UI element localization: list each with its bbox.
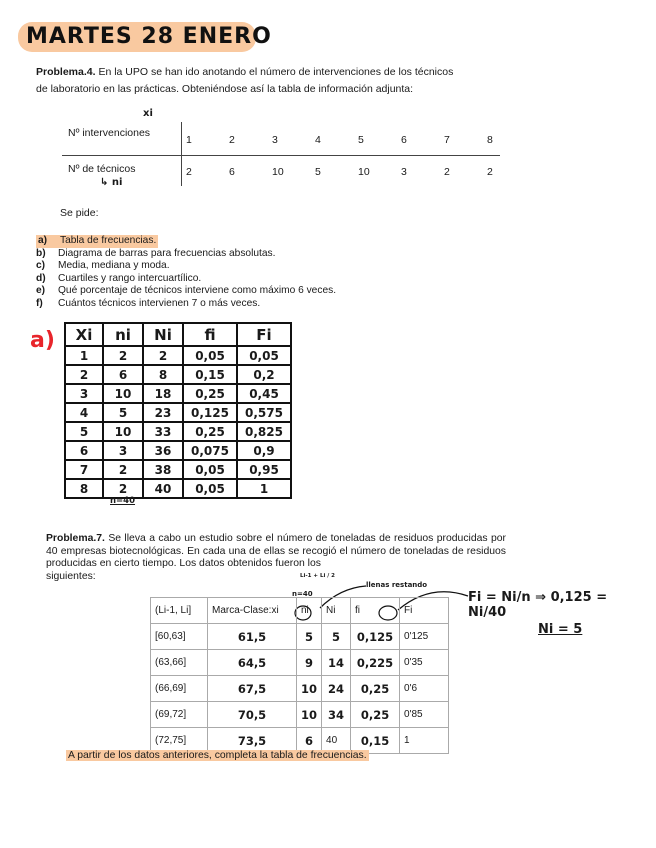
- hand-table-header: Fi: [237, 323, 291, 346]
- technician-value: 3: [401, 166, 407, 178]
- hand-table-cell: 0,575: [237, 403, 291, 422]
- table-horizontal-divider: [62, 155, 500, 156]
- arrow-note: llenas restando: [366, 581, 428, 589]
- table-vertical-divider: [181, 122, 182, 186]
- technician-value: 2: [444, 166, 450, 178]
- hand-table-cell: 1: [65, 346, 103, 365]
- hand-table-cell: 18: [143, 384, 183, 403]
- formula-result: Ni = 5: [538, 622, 583, 637]
- grouped-table-row: [151, 624, 449, 650]
- grouped-table-cell: 14: [322, 650, 351, 676]
- hand-table-cell: 10: [103, 422, 143, 441]
- answer-a-label: a): [30, 328, 55, 353]
- technician-value: 10: [358, 166, 370, 178]
- task-text: Cuántos técnicos intervienen 7 o más veces.: [58, 297, 261, 309]
- hand-table-cell: 0,25: [183, 384, 237, 403]
- grouped-table-cell: 24: [322, 676, 351, 702]
- task-letter: c): [36, 260, 46, 272]
- hand-table-cell: 40: [143, 479, 183, 498]
- task-text: Qué porcentaje de técnicos interviene como máximo 6 veces.: [58, 285, 337, 297]
- intervention-value: 6: [401, 134, 407, 146]
- hand-table-cell: 1: [237, 479, 291, 498]
- task-item: [36, 260, 456, 273]
- grouped-table-cell: (69,72]: [151, 702, 208, 728]
- hand-table-header: Xi: [65, 323, 103, 346]
- hand-table-cell: 0,825: [237, 422, 291, 441]
- grouped-table-cell: 5: [297, 624, 322, 650]
- grouped-table-cell: 0'125: [400, 624, 449, 650]
- hand-table-cell: 6: [103, 365, 143, 384]
- hand-table-row: [65, 403, 291, 422]
- task-text: Diagrama de barras para frecuencias absolutas.: [58, 247, 276, 259]
- hand-table-cell: 3: [103, 441, 143, 460]
- technician-value: 6: [229, 166, 235, 178]
- hand-table-cell: 0,05: [237, 346, 291, 365]
- hand-table-row: [65, 441, 291, 460]
- task-item: [36, 235, 158, 248]
- hand-table-row: [65, 346, 291, 365]
- problem7-footer-text: A partir de los datos anteriores, completa la tabla de frecuencias.: [68, 750, 367, 761]
- grouped-table-cell: 0'85: [400, 702, 449, 728]
- hand-table-row: [65, 365, 291, 384]
- grouped-table-cell: 6: [297, 728, 322, 754]
- hand-table-cell: 0,125: [183, 403, 237, 422]
- hand-table-cell: 23: [143, 403, 183, 422]
- hand-table-cell: 5: [65, 422, 103, 441]
- grouped-table-cell: 10: [297, 702, 322, 728]
- intervention-value: 2: [229, 134, 235, 146]
- problem7-footer: [66, 747, 369, 764]
- hand-table-cell: 6: [65, 441, 103, 460]
- grouped-table-cell: 61,5: [208, 624, 297, 650]
- hand-table-cell: 2: [65, 365, 103, 384]
- grouped-table-cell: (72,75]: [151, 728, 208, 754]
- n-note: n=40: [292, 590, 313, 598]
- grouped-table-header: Ni: [322, 598, 351, 624]
- grouped-table-cell: 5: [322, 624, 351, 650]
- problem7-line1: Se lleva a cabo un estudio sobre el número de toneladas de residuos: [108, 533, 434, 544]
- xi-note: xi: [143, 108, 153, 119]
- problem7-line3: de toneladas de residuos producidas en cierto tiempo. Los datos obtenidos fueron los: [46, 545, 507, 569]
- hand-table-cell: 8: [143, 365, 183, 384]
- page-title: MARTES 28 ENERO: [26, 24, 272, 49]
- hand-table-row: [65, 479, 291, 498]
- hand-table-cell: 33: [143, 422, 183, 441]
- hand-table-cell: 3: [65, 384, 103, 403]
- problem7-line2: producidas por 40 empresas biotecnológicas. En cada una de ellas se recogió el número: [46, 533, 507, 557]
- problem4-heading: Problema.4.: [36, 66, 96, 78]
- grouped-table-cell: 1: [400, 728, 449, 754]
- intervention-value: 3: [272, 134, 278, 146]
- hand-table-cell: 38: [143, 460, 183, 479]
- hand-table-cell: 10: [103, 384, 143, 403]
- grouped-table-cell: 40: [322, 728, 351, 754]
- task-text: Tabla de frecuencias.: [60, 235, 157, 246]
- grouped-table-cell: 73,5: [208, 728, 297, 754]
- intervention-value: 7: [444, 134, 450, 146]
- hand-table-cell: 2: [103, 346, 143, 365]
- grouped-table-row: [151, 676, 449, 702]
- intervention-value: 4: [315, 134, 321, 146]
- hand-table-cell: 0,15: [183, 365, 237, 384]
- task-item: [36, 273, 456, 286]
- grouped-table-cell: 70,5: [208, 702, 297, 728]
- intervention-value: 5: [358, 134, 364, 146]
- technician-values-row: [186, 166, 530, 178]
- problem4-text: [36, 64, 596, 98]
- hand-table-cell: 7: [65, 460, 103, 479]
- problem7-heading: Problema.7.: [46, 533, 105, 544]
- hand-table-cell: 0,05: [183, 346, 237, 365]
- problem4-line2: de laboratorio en las prácticas. Obteniéndose así la tabla de información adjunta:: [36, 83, 414, 95]
- grouped-table-header: (Li-1, Li]: [151, 598, 208, 624]
- hand-table-cell: 0,2: [237, 365, 291, 384]
- grouped-table-header: fi: [351, 598, 400, 624]
- grouped-table-header: ni: [297, 598, 322, 624]
- row1-label: Nº intervenciones: [68, 127, 151, 139]
- se-pide: Se pide:: [60, 207, 99, 219]
- problem4-line1: En la UPO se han ido anotando el número de intervenciones de los técnicos: [98, 66, 454, 78]
- grouped-table-header: Fi: [400, 598, 449, 624]
- hand-table-cell: 0,05: [183, 460, 237, 479]
- grouped-table-cell: 10: [297, 676, 322, 702]
- frequency-table-handwritten: [64, 322, 292, 499]
- grouped-table-cell: 0,25: [351, 702, 400, 728]
- grouped-table-cell: (63,66]: [151, 650, 208, 676]
- hand-table-cell: 0,25: [183, 422, 237, 441]
- grouped-table-cell: 34: [322, 702, 351, 728]
- hand-table-cell: 0,075: [183, 441, 237, 460]
- hand-table-row: [65, 384, 291, 403]
- hand-table-cell: 8: [65, 479, 103, 498]
- grouped-table-cell: 67,5: [208, 676, 297, 702]
- ni-note: ↳ ni: [100, 177, 123, 188]
- grouped-table-cell: 0'35: [400, 650, 449, 676]
- total-n: n=40: [110, 496, 136, 506]
- hand-table-row: [65, 422, 291, 441]
- grouped-frequency-table: [150, 597, 449, 754]
- hand-table-cell: 2: [143, 346, 183, 365]
- task-letter: b): [36, 247, 46, 259]
- technician-value: 2: [186, 166, 192, 178]
- hand-table-header: Ni: [143, 323, 183, 346]
- technician-value: 5: [315, 166, 321, 178]
- hand-table-cell: 5: [103, 403, 143, 422]
- task-item: [36, 285, 456, 298]
- technician-value: 2: [487, 166, 493, 178]
- task-item: [36, 248, 456, 261]
- task-letter: a): [38, 235, 48, 246]
- technician-value: 10: [272, 166, 284, 178]
- intervention-value: 8: [487, 134, 493, 146]
- hand-table-header: fi: [183, 323, 237, 346]
- problem7-text: [46, 533, 506, 583]
- task-letter: d): [36, 272, 46, 284]
- grouped-table-row: [151, 702, 449, 728]
- hand-table-cell: 4: [65, 403, 103, 422]
- grouped-table-cell: 0,15: [351, 728, 400, 754]
- grouped-table-row: [151, 650, 449, 676]
- hand-table-cell: 36: [143, 441, 183, 460]
- problem7-line4: siguientes:: [46, 570, 96, 582]
- grouped-table-cell: 0,125: [351, 624, 400, 650]
- grouped-table-cell: 0,25: [351, 676, 400, 702]
- task-list: [36, 235, 456, 311]
- grouped-table-cell: (66,69]: [151, 676, 208, 702]
- grouped-table-header: Marca-Clase:xi: [208, 598, 297, 624]
- task-letter: f): [36, 297, 43, 309]
- grouped-table-cell: 9: [297, 650, 322, 676]
- hand-table-cell: 0,45: [237, 384, 291, 403]
- intervention-values-row: [186, 134, 530, 146]
- grouped-table-cell: [60,63]: [151, 624, 208, 650]
- row2-label: Nº de técnicos: [68, 163, 136, 175]
- task-text: Media, mediana y moda.: [58, 260, 170, 272]
- hand-table-row: [65, 460, 291, 479]
- grouped-table-cell: 64,5: [208, 650, 297, 676]
- hand-table-cell: 2: [103, 460, 143, 479]
- grouped-table-cell: 0'6: [400, 676, 449, 702]
- hand-table-cell: 0,05: [183, 479, 237, 498]
- class-mark-formula-note: Li-1 + Li / 2: [300, 573, 335, 579]
- hand-table-cell: 2: [103, 479, 143, 498]
- hand-table-cell: 0,95: [237, 460, 291, 479]
- formula-fi: Fi = Ni/n ⇒ 0,125 = Ni/40: [468, 590, 608, 620]
- task-item: [36, 298, 456, 311]
- intervention-value: 1: [186, 134, 192, 146]
- hand-table-header: ni: [103, 323, 143, 346]
- hand-table-cell: 0,9: [237, 441, 291, 460]
- task-text: Cuartiles y rango intercuartílico.: [58, 272, 202, 284]
- grouped-table-cell: 0,225: [351, 650, 400, 676]
- task-letter: e): [36, 285, 46, 297]
